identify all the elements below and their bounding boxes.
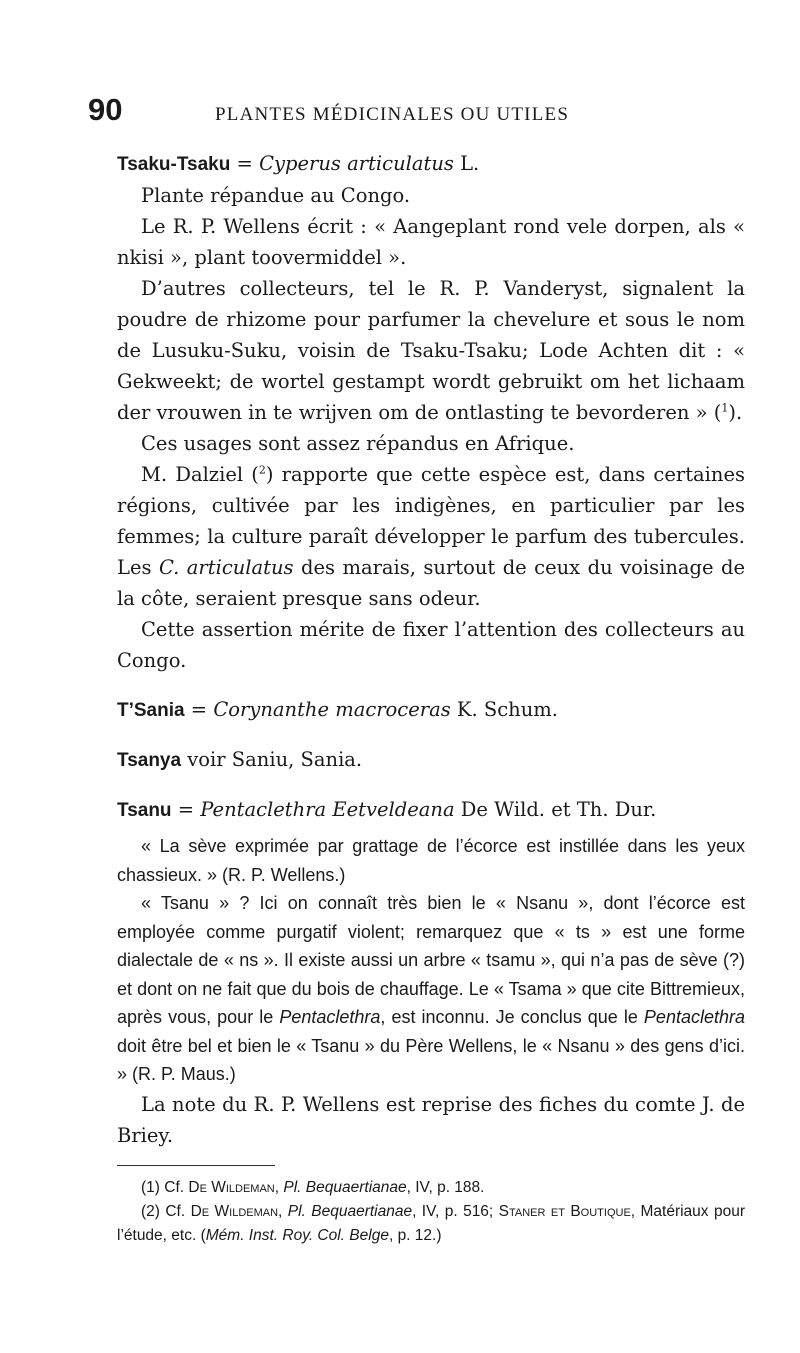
species-name: Cyperus articulatus	[259, 152, 454, 175]
entry-head: Tsanya	[117, 750, 182, 771]
footnote-2: (2) Cf. De Wildeman, Pl. Bequaertianae, IV, p. 516; Staner et Boutique, Matériaux pour l’étude, etc. (Mém. Inst. Roy. Col. Belge, p. 12.)	[117, 1202, 745, 1244]
paragraph: M. Dalziel ($^2$) rapporte que cette espèce est, dans certaines régions, cultivée par les indigènes, en particulier par les femmes; la culture paraît développer le parfum des tubercules. Les C. articulatus des marais, surtout de ceux du voisinage de la côte, seraient presque sans odeur.	[117, 463, 745, 610]
entry-heading-tsanu: Tsanu = Pentaclethra Eetveldeana De Wild. et Th. Dur.	[117, 798, 657, 821]
paragraph: Ces usages sont assez répandus en Afrique.	[141, 432, 575, 455]
footnote-ref: 1	[721, 401, 729, 415]
page-header	[88, 92, 740, 136]
entry-head: Tsaku-Tsaku	[117, 154, 231, 175]
paragraph: D’autres collecteurs, tel le R. P. Vanderyst, signalent la poudre de rhizome pour parfumer la chevelure et sous le nom de Lusuku-Suku, voisin de Tsaku-Tsaku; Lode Achten dit : « Gekweekt; de wortel gestampt wordt gebruikt om het lichaam der vrouwen in te wrijven om de ontlasting te bevorderen » ($^1$).	[117, 277, 745, 424]
footnote-divider	[117, 1165, 275, 1166]
species-name: Corynanthe macroceras	[213, 698, 451, 721]
page-number: 90	[88, 92, 123, 127]
entry-heading-tsanya: Tsanya voir Saniu, Sania.	[117, 748, 363, 771]
entry-heading-tsaku-tsaku: Tsaku-Tsaku = Cyperus articulatus L.	[117, 152, 480, 175]
quote-paragraph: « Tsanu » ? Ici on connaît très bien le « Nsanu », dont l’écorce est employée comme purgatif violent; remarquez que « ts » est une forme dialectale de « ns ». Il existe aussi un arbre « tsamu », qui n’a pas de sève (?) et dont on ne fait que du bois de chauffage. Le « Tsama » que cite Bittremieux, après vous, pour le Pentaclethra, est inconnu. Je conclus que le Pentaclethra doit être bel et bien le « Tsanu » du Père Wellens, le « Nsanu » des gens d’ici. » (R. P. Maus.)	[117, 893, 745, 1084]
species-name: Pentaclethra Eetveldeana	[200, 798, 455, 821]
paragraph: Plante répandue au Congo.	[141, 184, 411, 207]
entry-head: Tsanu	[117, 800, 172, 821]
running-title: PLANTES MÉDICINALES OU UTILES	[215, 104, 570, 125]
footnote-1: (1) Cf. De Wildeman, Pl. Bequaertianae, IV, p. 188.	[141, 1178, 485, 1196]
paragraph: Le R. P. Wellens écrit : « Aangeplant rond vele dorpen, als « nkisi », plant toovermiddel ».	[117, 215, 745, 269]
entry-head: T’Sania	[117, 700, 185, 721]
quote-paragraph: « La sève exprimée par grattage de l’écorce est instillée dans les yeux chassieux. » (R. P. Wellens.)	[117, 836, 745, 885]
footnote-ref: 2	[258, 463, 266, 477]
page-body	[117, 148, 745, 1248]
paragraph: La note du R. P. Wellens est reprise des fiches du comte J. de Briey.	[117, 1092, 745, 1147]
paragraph: Cette assertion mérite de fixer l’attention des collecteurs au Congo.	[117, 618, 745, 672]
entry-heading-tsania: T’Sania = Corynanthe macroceras K. Schum.	[117, 698, 558, 721]
